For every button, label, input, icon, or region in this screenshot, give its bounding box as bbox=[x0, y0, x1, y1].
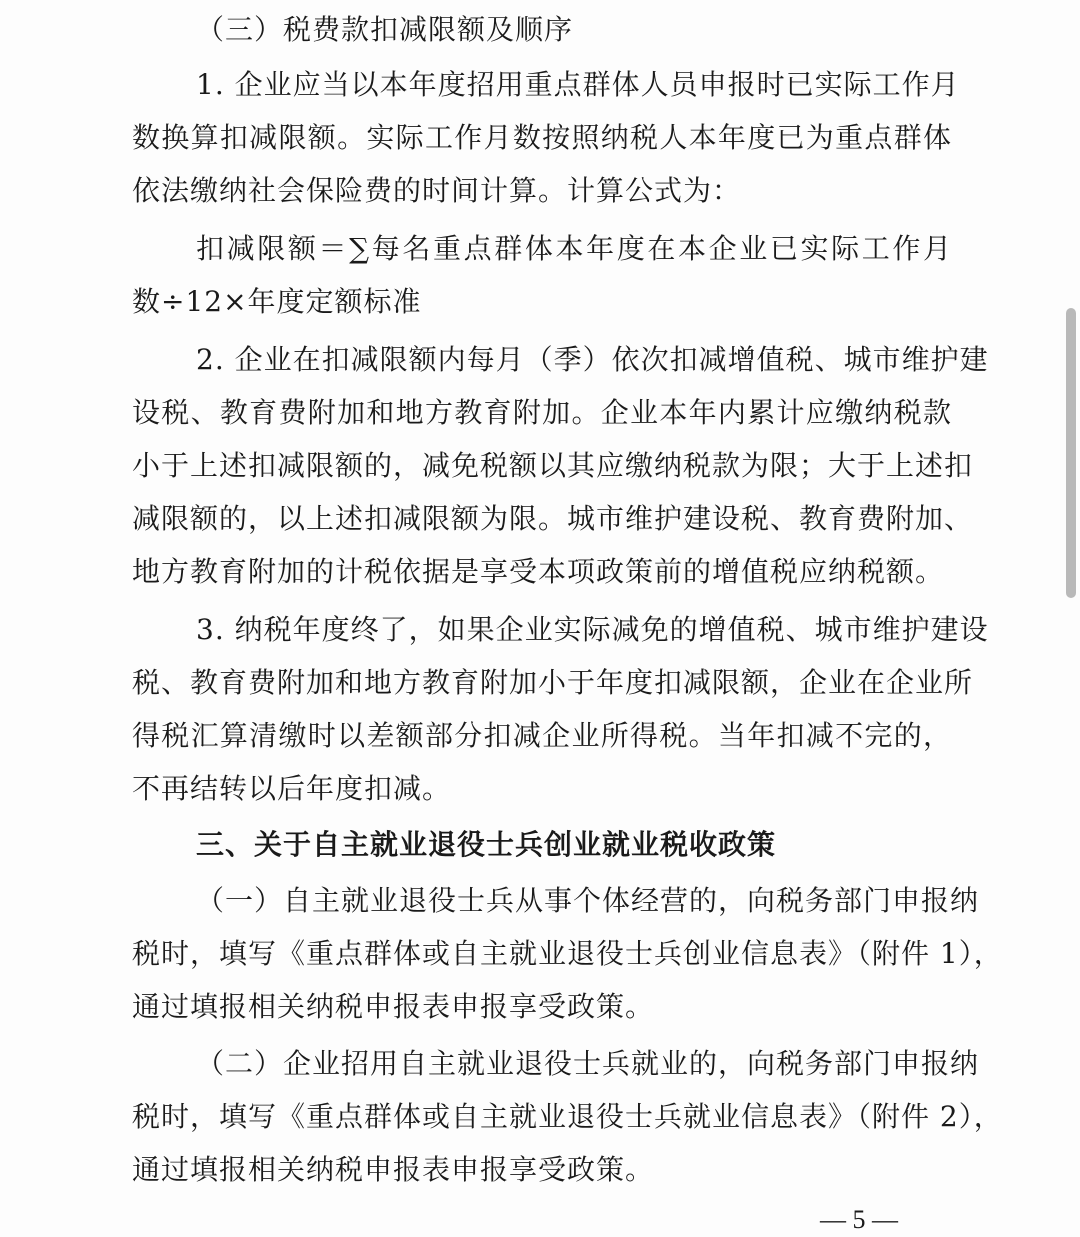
paragraph-line: 地方教育附加的计税依据是享受本项政策前的增值税应纳税额。 bbox=[132, 555, 945, 588]
paragraph-line: 通过填报相关纳税申报表申报享受政策。 bbox=[132, 990, 655, 1023]
paragraph-line: 不再结转以后年度扣减。 bbox=[132, 772, 452, 805]
section-subheading: （三）税费款扣减限额及顺序 bbox=[196, 13, 574, 46]
paragraph-line: 2. 企业在扣减限额内每月（季）依次扣减增值税、城市维护建 bbox=[196, 343, 989, 376]
paragraph-line: 税时，填写《重点群体或自主就业退役士兵创业信息表》（附件 1）， bbox=[132, 937, 1003, 970]
paragraph-line: 数换算扣减限额。实际工作月数按照纳税人本年度已为重点群体 bbox=[132, 121, 952, 154]
scrollbar[interactable] bbox=[1066, 308, 1076, 598]
paragraph-line: 税、教育费附加和地方教育附加小于年度扣减限额，企业在企业所 bbox=[132, 666, 974, 699]
section-heading: 三、关于自主就业退役士兵创业就业税收政策 bbox=[196, 828, 777, 861]
paragraph-line: 1. 企业应当以本年度招用重点群体人员申报时已实际工作月 bbox=[196, 68, 960, 101]
paragraph-line: 设税、教育费附加和地方教育附加。企业本年内累计应缴纳税款 bbox=[132, 396, 952, 429]
paragraph-line: （一）自主就业退役士兵从事个体经营的，向税务部门申报纳 bbox=[196, 884, 980, 917]
paragraph-line: （二）企业招用自主就业退役士兵就业的，向税务部门申报纳 bbox=[196, 1047, 980, 1080]
formula-line: 数÷12×年度定额标准 bbox=[132, 285, 422, 318]
paragraph-line: 小于上述扣减限额的，减免税额以其应缴纳税款为限；大于上述扣 bbox=[132, 449, 974, 482]
paragraph-line: 税时，填写《重点群体或自主就业退役士兵就业信息表》（附件 2）， bbox=[132, 1100, 1003, 1133]
paragraph-line: 得税汇算清缴时以差额部分扣减企业所得税。当年扣减不完的， bbox=[132, 719, 952, 752]
paragraph-line: 依法缴纳社会保险费的时间计算。计算公式为： bbox=[132, 174, 742, 207]
page-number: — 5 — bbox=[820, 1205, 898, 1234]
paragraph-line: 3. 纳税年度终了，如果企业实际减免的增值税、城市维护建设 bbox=[196, 613, 989, 646]
paragraph-line: 减限额的，以上述扣减限额为限。城市维护建设税、教育费附加、 bbox=[132, 502, 974, 535]
formula-line: 扣减限额＝∑每名重点群体本年度在本企业已实际工作月 bbox=[196, 232, 952, 265]
paragraph-line: 通过填报相关纳税申报表申报享受政策。 bbox=[132, 1153, 655, 1186]
